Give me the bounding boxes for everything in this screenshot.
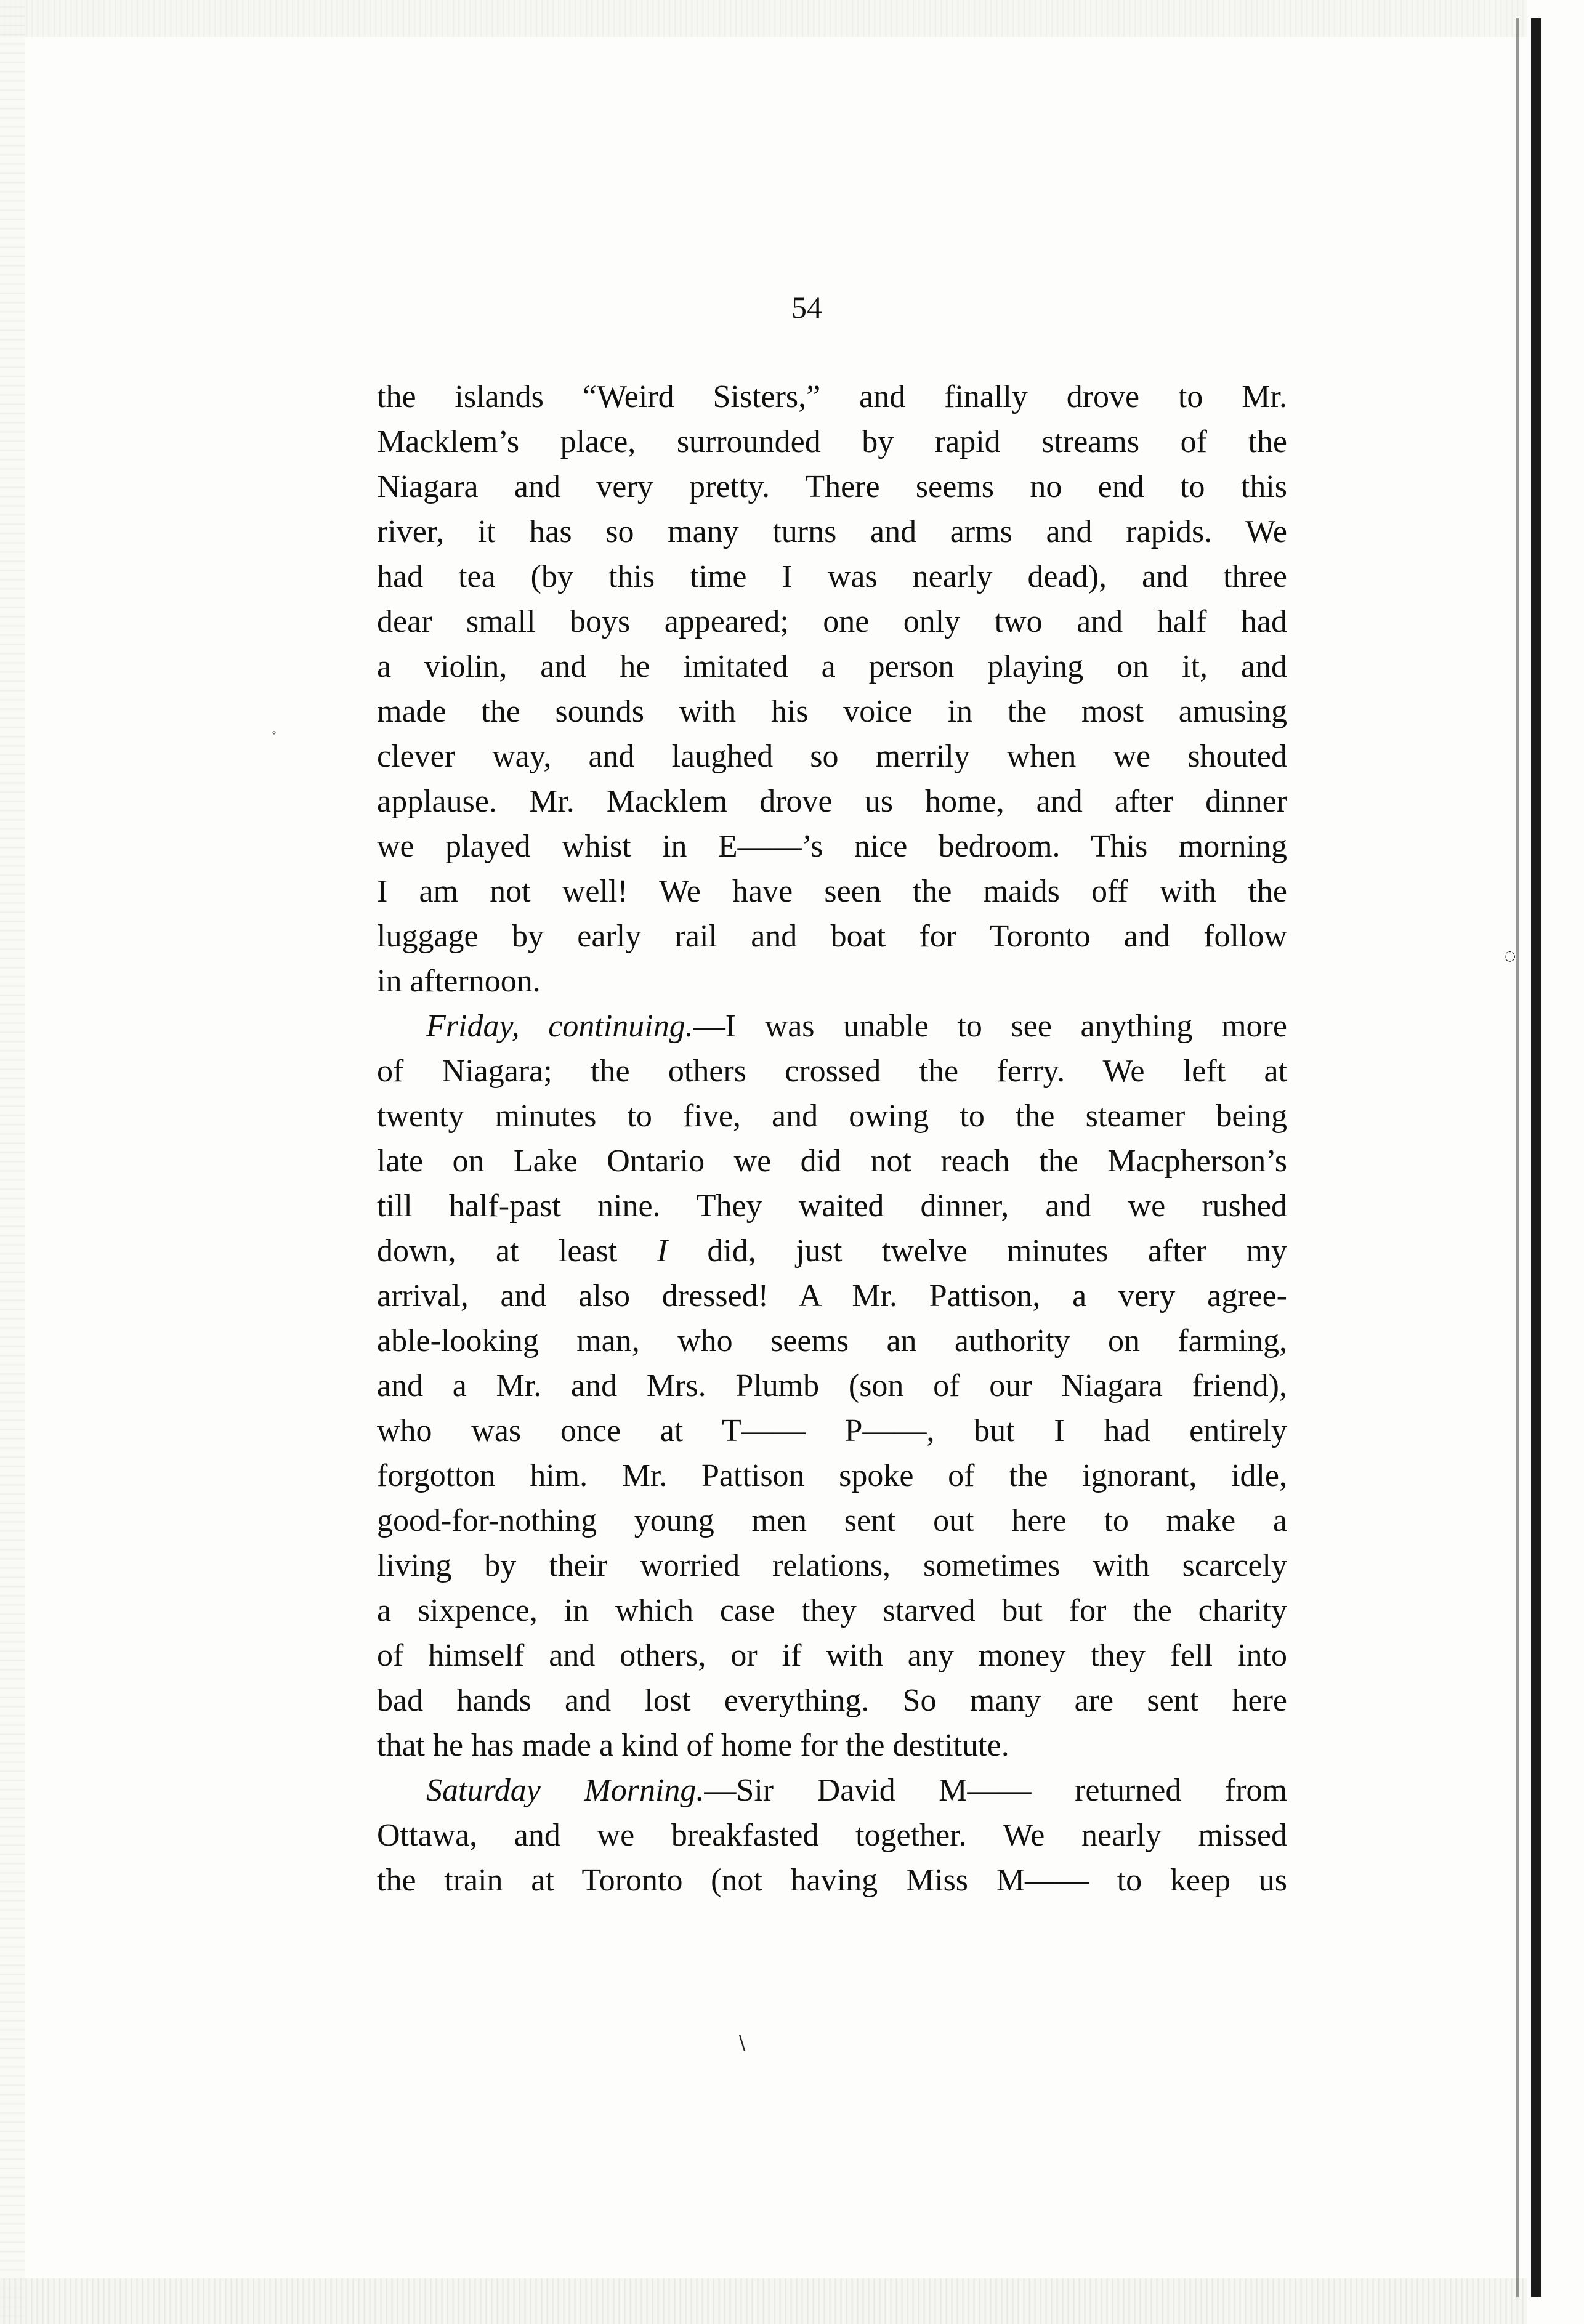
text-line: Ottawa, and we breakfasted together. We nearly missed [377, 1818, 1287, 1853]
text-line: river, it has so many turns and arms and rapids. We [377, 514, 1287, 549]
text-line: the train at Toronto (not having Miss M—— to keep us [377, 1863, 1287, 1898]
text-line: Niagara and very pretty. There seems no end to this [377, 469, 1287, 504]
italic-heading-saturday: Saturday Morning. [426, 1773, 705, 1808]
paragraph-saturday-line [377, 1768, 1287, 1813]
page-number: 54 [791, 290, 822, 325]
text-line: and a Mr. and Mrs. Plumb (son of our Niagara friend), [377, 1368, 1287, 1403]
binding-edge-shadow [1516, 18, 1519, 2297]
text-line: the islands “Weird Sisters,” and finally drove to Mr. [377, 379, 1287, 414]
text-line: till half-past nine. They waited dinner, and we rushed [377, 1188, 1287, 1224]
text-line: twenty minutes to five, and owing to the steamer being [377, 1099, 1287, 1134]
text-line: that he has made a kind of home for the destitute. [377, 1728, 1009, 1763]
text-line: we played whist in E——’s nice bedroom. This morning [377, 829, 1287, 864]
text-line: late on Lake Ontario we did not reach the Macpherson’s [377, 1144, 1287, 1179]
mixed-line [377, 1229, 1287, 1273]
scan-noise-left [0, 0, 25, 2324]
italic-heading-friday: Friday, continuing. [426, 1009, 693, 1044]
text-line: in afternoon. [377, 964, 541, 999]
text-line: I am not well! We have seen the maids off with the [377, 874, 1287, 909]
text-line: living by their worried relations, sometimes with scarcely [377, 1548, 1287, 1583]
text-line: clever way, and laughed so merrily when we shouted [377, 739, 1287, 774]
text-line: a sixpence, in which case they starved but for the charity [377, 1593, 1287, 1628]
text-line: able-looking man, who seems an authority on farming, [377, 1323, 1287, 1358]
binding-edge [1531, 18, 1541, 2297]
text-line: applause. Mr. Macklem drove us home, and after dinner [377, 784, 1287, 819]
text-run: did, just twelve minutes after my [707, 1233, 1288, 1269]
text-run: —Sir David M—— returned from [704, 1773, 1287, 1808]
text-line: had tea (by this time I was nearly dead), and three [377, 559, 1287, 594]
scan-noise-top [0, 0, 1527, 37]
text-line: made the sounds with his voice in the most amusing [377, 694, 1287, 729]
text-line: Macklem’s place, surrounded by rapid streams of the [377, 424, 1287, 459]
text-line: of Niagara; the others crossed the ferry. We left at [377, 1054, 1287, 1089]
text-line: a violin, and he imitated a person playing on it, and [377, 649, 1287, 684]
scan-noise-bottom [0, 2278, 1527, 2324]
scan-speck: \ [739, 2032, 746, 2054]
text-run: down, at least [377, 1233, 618, 1269]
text-line: bad hands and lost everything. So many are sent here [377, 1683, 1287, 1718]
text-line: forgotton him. Mr. Pattison spoke of the ignorant, idle, [377, 1458, 1287, 1493]
text-line: who was once at T—— P——, but I had entirely [377, 1413, 1287, 1448]
italic-pronoun: I [657, 1233, 668, 1269]
text-line: luggage by early rail and boat for Toronto and follow [377, 919, 1287, 954]
paragraph-friday-line [377, 1004, 1287, 1049]
text-line: good-for-nothing young men sent out here to make a [377, 1503, 1287, 1538]
body-text [377, 374, 1287, 1903]
text-line: arrival, and also dressed! A Mr. Pattison, a very agree- [377, 1278, 1287, 1313]
scan-speck: ∘ [271, 727, 278, 738]
text-run: —I was unable to see anything more [693, 1009, 1287, 1044]
text-line: of himself and others, or if with any money they fell into [377, 1638, 1287, 1673]
scan-speck: ◌ [1504, 948, 1516, 964]
text-line: dear small boys appeared; one only two and half had [377, 604, 1287, 639]
